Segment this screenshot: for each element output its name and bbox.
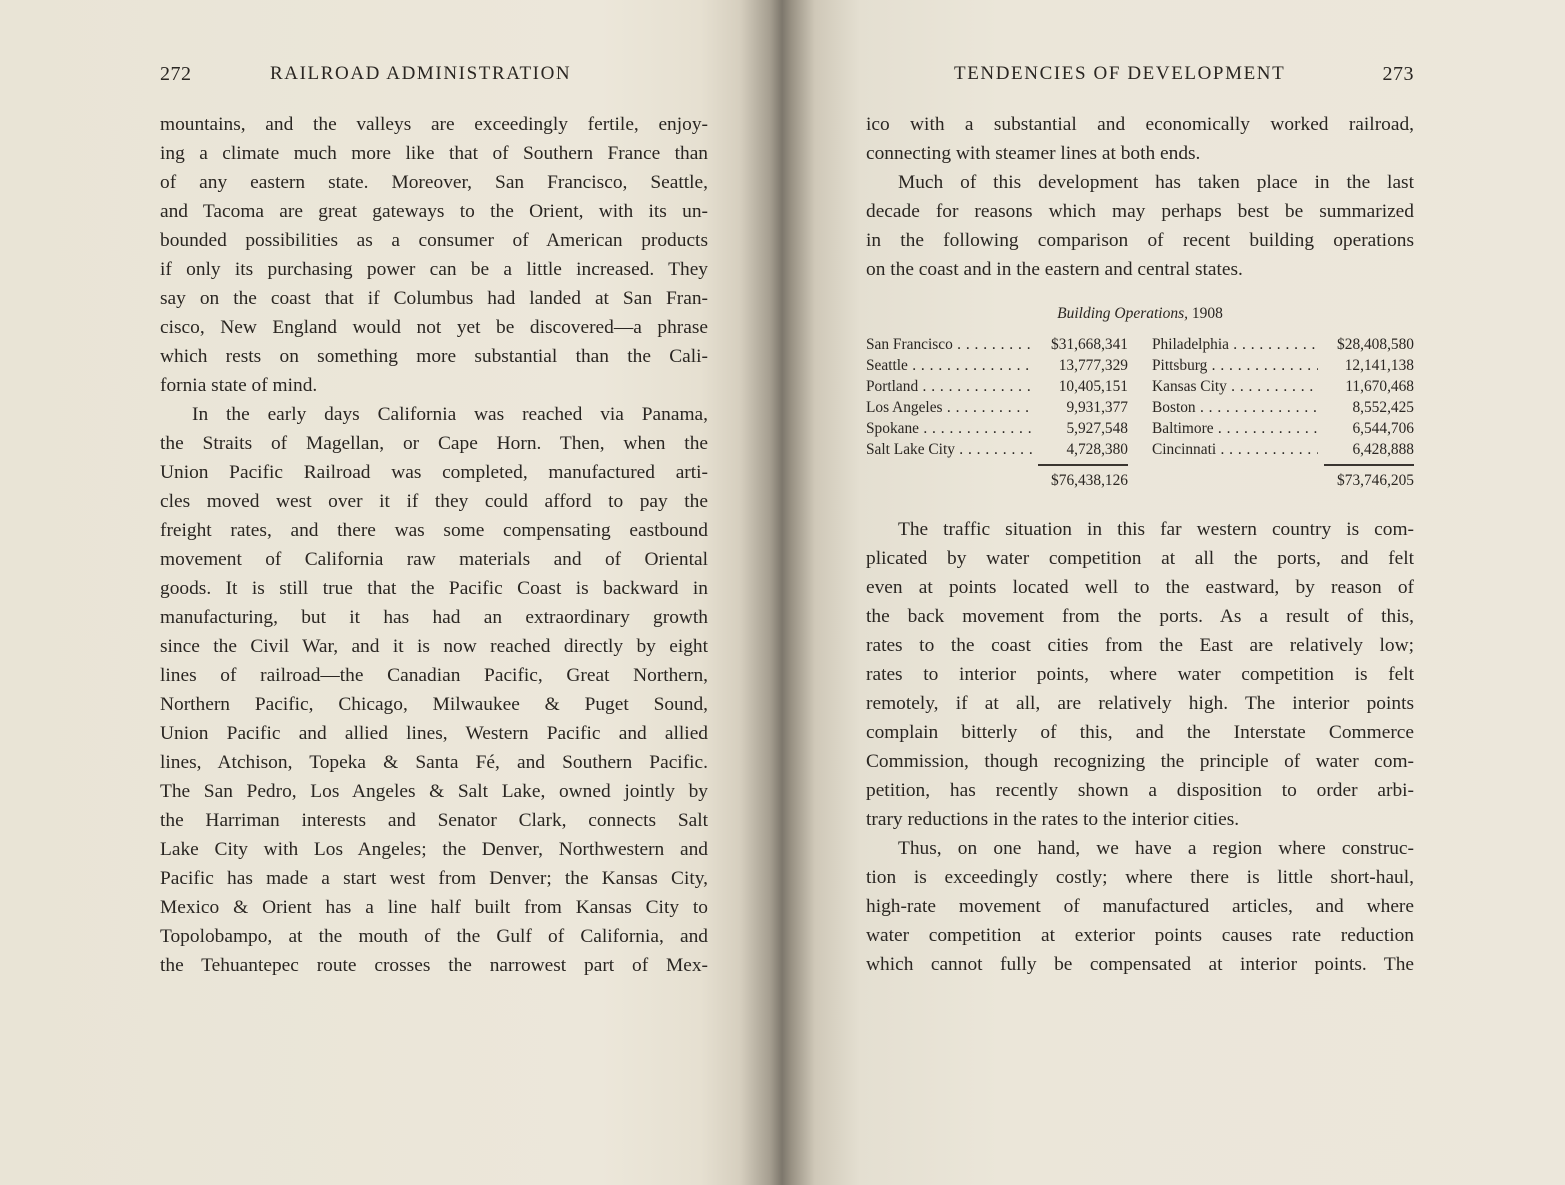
left-page-number: 272	[160, 63, 192, 85]
city-value: 12,141,138	[1344, 357, 1414, 374]
text-line: since the Civil War, and it is now reached directly by eight	[160, 636, 708, 657]
text-line: Much of this development has taken place in the last	[898, 172, 1414, 193]
city-value: 5,927,548	[1066, 420, 1128, 437]
text-line: fornia state of mind.	[160, 375, 318, 396]
text-line: ico with a substantial and economically worked railroad,	[866, 114, 1414, 135]
text-line: lines of railroad—the Canadian Pacific, Great Northern,	[160, 665, 708, 686]
table-row	[866, 439, 1414, 460]
left-running-title: RAILROAD ADMINISTRATION	[270, 63, 572, 84]
city-name: Portland . . .	[866, 376, 1032, 397]
building-operations-table	[866, 334, 1414, 460]
total-rule	[1038, 464, 1128, 466]
table-row	[866, 334, 1414, 355]
left-running-head	[160, 63, 708, 89]
city-name: Philadelphia . . .	[1152, 334, 1318, 355]
text-line: on the coast and in the eastern and central states.	[866, 259, 1243, 280]
text-line: The San Pedro, Los Angeles & Salt Lake, owned jointly by	[160, 781, 708, 802]
right-body-text-top	[866, 110, 1414, 284]
text-line: Union Pacific Railroad was completed, manufactured arti-	[160, 462, 708, 483]
table-caption-year: 1908	[1191, 305, 1223, 322]
city-value: $28,408,580	[1337, 336, 1414, 353]
city-value: 4,728,380	[1066, 441, 1128, 458]
total-rule	[1324, 464, 1414, 466]
text-line: decade for reasons which may perhaps best be summarized	[866, 201, 1414, 222]
text-line: Union Pacific and allied lines, Western Pacific and allied	[160, 723, 708, 744]
text-line: in the following comparison of recent building operations	[866, 230, 1414, 251]
total-value-east: $73,746,205	[1337, 472, 1414, 489]
right-running-title: TENDENCIES OF DEVELOPMENT	[954, 63, 1286, 84]
left-body-text	[160, 110, 708, 980]
city-name: Baltimore . . .	[1152, 418, 1318, 439]
text-line: The traffic situation in this far western country is com-	[898, 519, 1414, 540]
table-caption-title: Building Operations,	[1057, 305, 1188, 322]
text-line: connecting with steamer lines at both ends.	[866, 143, 1201, 164]
text-line: and Tacoma are great gateways to the Orient, with its un-	[160, 201, 708, 222]
text-line: trary reductions in the rates to the interior cities.	[866, 809, 1240, 830]
table-caption	[866, 305, 1414, 323]
text-line: high-rate movement of manufactured articles, and where	[866, 896, 1414, 917]
text-line: the Tehuantepec route crosses the narrowest part of Mex-	[160, 955, 708, 976]
text-line: which rests on something more substantial than the Cali-	[160, 346, 708, 367]
text-line: movement of California raw materials and of Oriental	[160, 549, 708, 570]
right-page	[866, 0, 1414, 1185]
text-line: complain bitterly of this, and the Interstate Commerce	[866, 722, 1414, 743]
table-row	[866, 376, 1414, 397]
text-line: plicated by water competition at all the ports, and felt	[866, 548, 1414, 569]
text-line: ing a climate much more like that of Southern France than	[160, 143, 708, 164]
text-line: cles moved west over it if they could afford to pay the	[160, 491, 708, 512]
right-body-text-bottom	[866, 515, 1414, 979]
text-line: Commission, though recognizing the principle of water com-	[866, 751, 1414, 772]
city-value: 9,931,377	[1066, 399, 1128, 416]
text-line: mountains, and the valleys are exceedingly fertile, enjoy-	[160, 114, 708, 135]
text-line: In the early days California was reached via Panama,	[192, 404, 708, 425]
table-row	[866, 397, 1414, 418]
city-value: 13,777,329	[1058, 357, 1128, 374]
text-line: goods. It is still true that the Pacific Coast is backward in	[160, 578, 708, 599]
text-line: freight rates, and there was some compensating eastbound	[160, 520, 708, 541]
text-line: Pacific has made a start west from Denver; the Kansas City,	[160, 868, 708, 889]
city-name: Salt Lake City . . .	[866, 439, 1032, 460]
city-name: Cincinnati . . .	[1152, 439, 1318, 460]
text-line: say on the coast that if Columbus had landed at San Fran-	[160, 288, 708, 309]
right-running-head	[866, 63, 1414, 89]
text-line: Northern Pacific, Chicago, Milwaukee & Puget Sound,	[160, 694, 708, 715]
text-line: the Straits of Magellan, or Cape Horn. Then, when the	[160, 433, 708, 454]
left-page	[160, 0, 708, 1185]
text-line: tion is exceedingly costly; where there is little short-haul,	[866, 867, 1414, 888]
city-value: $31,668,341	[1051, 336, 1128, 353]
text-line: of any eastern state. Moreover, San Francisco, Seattle,	[160, 172, 708, 193]
city-name: Los Angeles . . .	[866, 397, 1032, 418]
text-line: petition, has recently shown a disposition to order arbi-	[866, 780, 1414, 801]
city-value: 11,670,468	[1345, 378, 1414, 395]
total-value-coast: $76,438,126	[1051, 472, 1128, 489]
text-line: even at points located well to the eastward, by reason of	[866, 577, 1414, 598]
city-name: San Francisco . . .	[866, 334, 1032, 355]
text-line: rates to interior points, where water competition is felt	[866, 664, 1414, 685]
city-name: Seattle . . .	[866, 355, 1032, 376]
city-name: Boston . . .	[1152, 397, 1318, 418]
right-page-number: 273	[1382, 63, 1414, 85]
text-line: Lake City with Los Angeles; the Denver, Northwestern and	[160, 839, 708, 860]
table-row	[866, 355, 1414, 376]
city-name: Spokane . . .	[866, 418, 1032, 439]
city-value: 10,405,151	[1058, 378, 1128, 395]
city-value: 8,552,425	[1352, 399, 1414, 416]
text-line: rates to the coast cities from the East are relatively low;	[866, 635, 1414, 656]
city-name: Pittsburg . . .	[1152, 355, 1318, 376]
text-line: manufacturing, but it has had an extraordinary growth	[160, 607, 708, 628]
city-value: 6,544,706	[1352, 420, 1414, 437]
text-line: Topolobampo, at the mouth of the Gulf of California, and	[160, 926, 708, 947]
text-line: Mexico & Orient has a line half built from Kansas City to	[160, 897, 708, 918]
text-line: lines, Atchison, Topeka & Santa Fé, and Southern Pacific.	[160, 752, 708, 773]
text-line: if only its purchasing power can be a little increased. They	[160, 259, 708, 280]
text-line: water competition at exterior points causes rate reduction	[866, 925, 1414, 946]
table-row	[866, 418, 1414, 439]
text-line: the Harriman interests and Senator Clark, connects Salt	[160, 810, 708, 831]
text-line: Thus, on one hand, we have a region where construc-	[898, 838, 1414, 859]
city-value: 6,428,888	[1352, 441, 1414, 458]
city-name: Kansas City . . .	[1152, 376, 1318, 397]
text-line: remotely, if at all, are relatively high. The interior points	[866, 693, 1414, 714]
text-line: bounded possibilities as a consumer of American products	[160, 230, 708, 251]
text-line: cisco, New England would not yet be discovered—a phrase	[160, 317, 708, 338]
text-line: which cannot fully be compensated at interior points. The	[866, 954, 1414, 975]
text-line: the back movement from the ports. As a result of this,	[866, 606, 1414, 627]
